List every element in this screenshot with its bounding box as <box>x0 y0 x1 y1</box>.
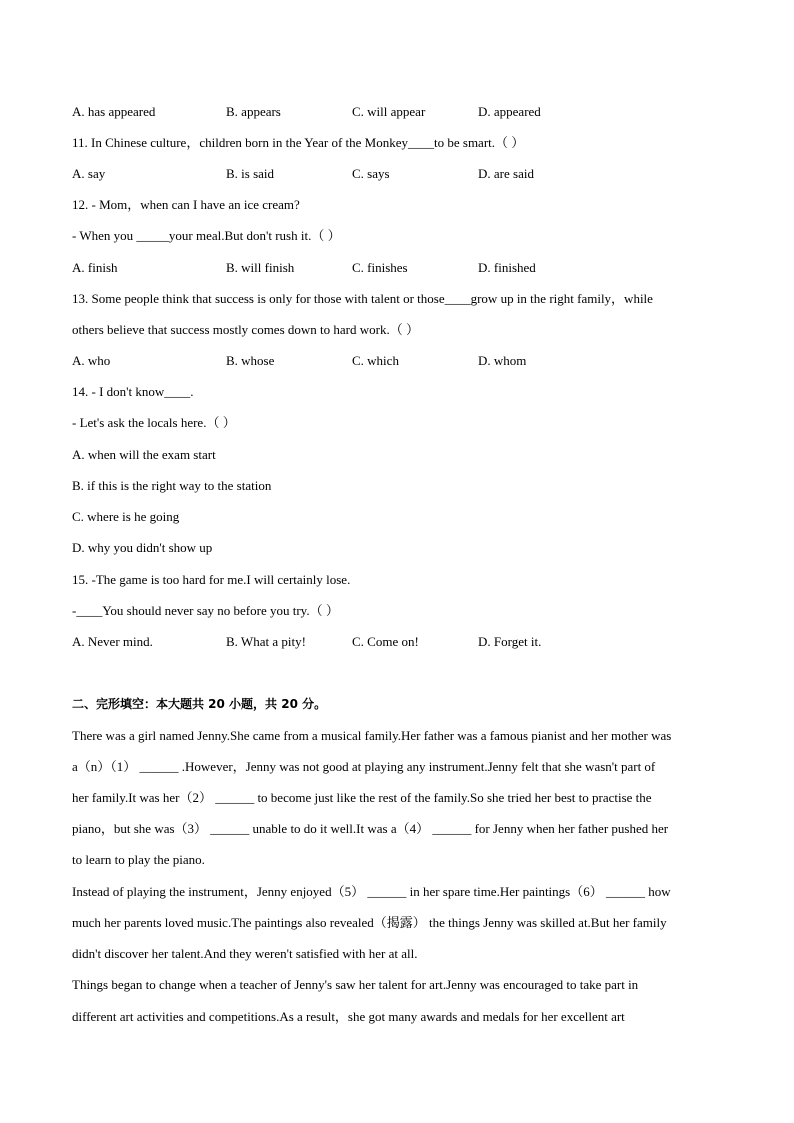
q14-stem-line1: 14. - I don't know____. <box>72 384 194 399</box>
q15-stem-line2: -____You should never say no before you try.（ ） <box>72 603 339 618</box>
q14-option-c: C. where is he going <box>72 509 180 524</box>
q11-option-a: A. say <box>72 166 106 181</box>
passage-line-4: piano，but she was（3） ______ unable to do it well.It was a（4） ______ for Jenny when her father pushed her <box>72 821 669 836</box>
passage-line-9: Things began to change when a teacher of Jenny's saw her talent for art.Jenny was encouraged to take part in <box>72 977 639 992</box>
q14-option-d: D. why you didn't show up <box>72 540 213 555</box>
q13-stem-line1: 13. Some people think that success is only for those with talent or those____grow up in the right family，while <box>72 291 653 306</box>
q13-option-d: D. whom <box>478 353 527 368</box>
q13-option-c: C. which <box>352 353 399 368</box>
q12-option-d: D. finished <box>478 260 536 275</box>
q12-stem-line1: 12. - Mom，when can I have an ice cream? <box>72 197 300 212</box>
q11-option-d: D. are said <box>478 166 534 181</box>
section-2-heading: 二、完形填空：本大题共 20 小题，共 20 分。 <box>72 697 327 711</box>
passage-line-5: to learn to play the piano. <box>72 852 205 867</box>
q14-stem-line2: - Let's ask the locals here.（ ） <box>72 415 236 430</box>
q10-option-d: D. appeared <box>478 104 541 119</box>
q15-option-d: D. Forget it. <box>478 634 542 649</box>
q10-option-b: B. appears <box>226 104 281 119</box>
q12-stem-line2: - When you _____your meal.But don't rush it.（ ） <box>72 228 341 243</box>
q15-option-b: B. What a pity! <box>226 634 306 649</box>
q10-option-a: A. has appeared <box>72 104 156 119</box>
q12-option-c: C. finishes <box>352 260 408 275</box>
q15-option-a: A. Never mind. <box>72 634 153 649</box>
passage-line-10: different art activities and competitions.As a result，she got many awards and medals for her excellent art <box>72 1009 625 1024</box>
passage-line-7: much her parents loved music.The paintings also revealed（揭露） the things Jenny was skilled at.But her family <box>72 915 667 930</box>
q13-option-b: B. whose <box>226 353 275 368</box>
q11-option-c: C. says <box>352 166 390 181</box>
q14-option-b: B. if this is the right way to the station <box>72 478 272 493</box>
q11-option-b: B. is said <box>226 166 275 181</box>
q11-stem: 11. In Chinese culture，children born in the Year of the Monkey____to be smart.（ ） <box>72 135 525 150</box>
passage-line-1: There was a girl named Jenny.She came from a musical family.Her father was a famous pianist and her mother was <box>72 728 672 743</box>
q12-option-a: A. finish <box>72 260 118 275</box>
q10-option-c: C. will appear <box>352 104 426 119</box>
passage-line-2: a（n）（1） ______ .However，Jenny was not good at playing any instrument.Jenny felt that she wasn't part of <box>72 759 656 774</box>
q13-option-a: A. who <box>72 353 111 368</box>
q15-option-c: C. Come on! <box>352 634 419 649</box>
q13-stem-line2: others believe that success mostly comes down to hard work.（ ） <box>72 322 419 337</box>
passage-line-8: didn't discover her talent.And they weren't satisfied with her at all. <box>72 946 418 961</box>
q12-option-b: B. will finish <box>226 260 295 275</box>
passage-line-3: her family.It was her（2） ______ to become just like the rest of the family.So she tried her best to practise the <box>72 790 652 805</box>
passage-line-6: Instead of playing the instrument，Jenny enjoyed（5） ______ in her spare time.Her paintings（6） ______ how <box>72 884 671 899</box>
q15-stem-line1: 15. -The game is too hard for me.I will certainly lose. <box>72 572 351 587</box>
q14-option-a: A. when will the exam start <box>72 447 216 462</box>
